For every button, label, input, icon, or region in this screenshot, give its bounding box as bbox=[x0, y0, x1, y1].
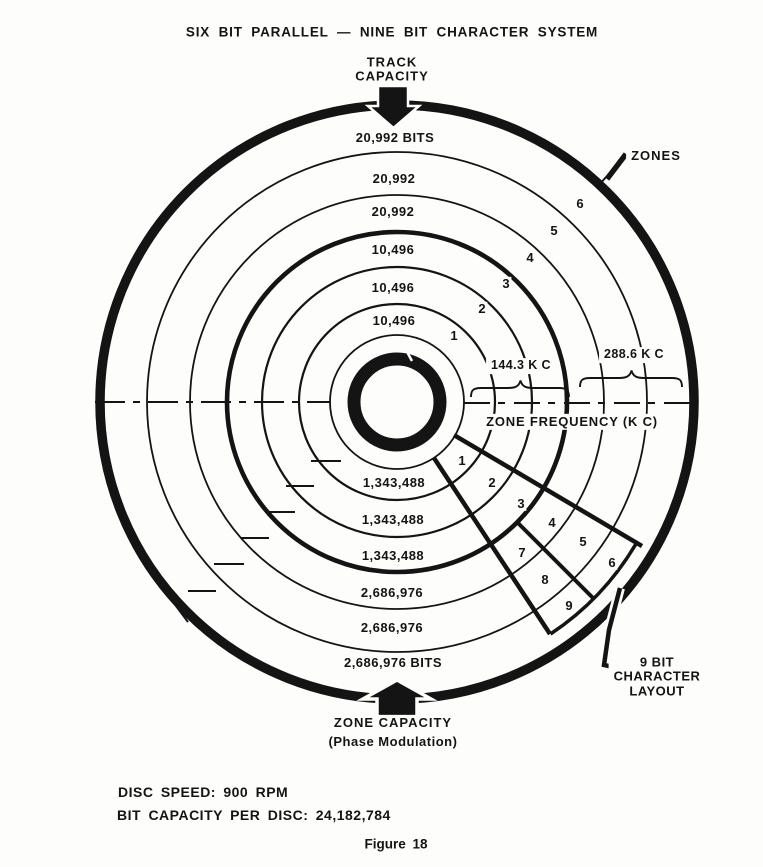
track-capacity-zone-5: 20,992 bbox=[368, 171, 421, 187]
bit-capacity-text: BIT CAPACITY PER DISC: 24,182,784 bbox=[112, 807, 396, 824]
nine-bit-layout-label: 9 BIT CHARACTER LAYOUT bbox=[609, 655, 706, 700]
zone-capacity-zone-4: 2,686,976 bbox=[356, 585, 428, 601]
page-title: SIX BIT PARALLEL — NINE BIT CHARACTER SYSTEM bbox=[181, 25, 603, 42]
zone-number-5: 5 bbox=[550, 222, 558, 238]
track-capacity-zone-1: 10,496 bbox=[368, 313, 421, 329]
track-capacity-zone-6: 20,992 BITS bbox=[351, 130, 440, 146]
frequency-braces bbox=[471, 371, 682, 398]
zone-capacity-zone-6: 2,686,976 BITS bbox=[339, 655, 447, 671]
track-capacity-zone-2: 10,496 bbox=[367, 280, 420, 296]
track-dashes bbox=[176, 461, 341, 622]
zone-frequency-label: ZONE FREQUENCY (K C) bbox=[481, 414, 663, 430]
track-capacity-arrow-icon bbox=[368, 86, 419, 128]
nine-bit-cell-9: 9 bbox=[565, 597, 573, 613]
nine-bit-cell-2: 2 bbox=[488, 474, 496, 490]
zone-number-3: 3 bbox=[502, 275, 510, 291]
track-capacity-label: TRACK CAPACITY bbox=[350, 55, 433, 86]
zone-capacity-zone-2: 1,343,488 bbox=[357, 512, 429, 528]
brace-inner-zones bbox=[471, 381, 569, 398]
disc-speed-text: DISC SPEED: 900 RPM bbox=[113, 784, 293, 801]
zone-capacity-arrow-icon bbox=[363, 680, 431, 717]
zones-label: ZONES bbox=[626, 148, 686, 164]
zone-capacity-zone-1: 1,343,488 bbox=[358, 475, 430, 491]
center-dash-line bbox=[95, 402, 692, 403]
zone-ring-3 bbox=[262, 267, 532, 537]
frequency-outer-zones: 288.6 K C bbox=[599, 347, 669, 363]
zone-capacity-label: ZONE CAPACITY bbox=[329, 715, 457, 731]
nine-bit-cell-6: 6 bbox=[608, 554, 616, 570]
nine-bit-cell-1: 1 bbox=[458, 452, 466, 468]
nine-bit-cell-8: 8 bbox=[541, 571, 549, 587]
hub-ring bbox=[354, 359, 440, 445]
nine-bit-cell-3: 3 bbox=[517, 495, 525, 511]
zone-number-2: 2 bbox=[478, 300, 486, 316]
zones-pointer bbox=[598, 154, 626, 186]
track-capacity-zone-4: 20,992 bbox=[367, 204, 420, 220]
nine-bit-cell-4: 4 bbox=[548, 514, 556, 530]
nine-bit-cell-7: 7 bbox=[518, 544, 526, 560]
zone-number-1: 1 bbox=[450, 327, 458, 343]
track-capacity-zone-3: 10,496 bbox=[367, 242, 420, 258]
frequency-inner-zones: 144.3 K C bbox=[486, 358, 556, 374]
zone-capacity-zone-3: 1,343,488 bbox=[357, 548, 429, 564]
nine-bit-cell-5: 5 bbox=[579, 533, 587, 549]
zone-number-6: 6 bbox=[576, 195, 584, 211]
zone-capacity-sublabel: (Phase Modulation) bbox=[324, 734, 463, 750]
figure-caption: Figure 18 bbox=[359, 837, 432, 854]
zone-number-4: 4 bbox=[526, 249, 534, 265]
brace-outer-zones bbox=[580, 371, 682, 388]
zone-capacity-zone-5: 2,686,976 bbox=[356, 620, 428, 636]
